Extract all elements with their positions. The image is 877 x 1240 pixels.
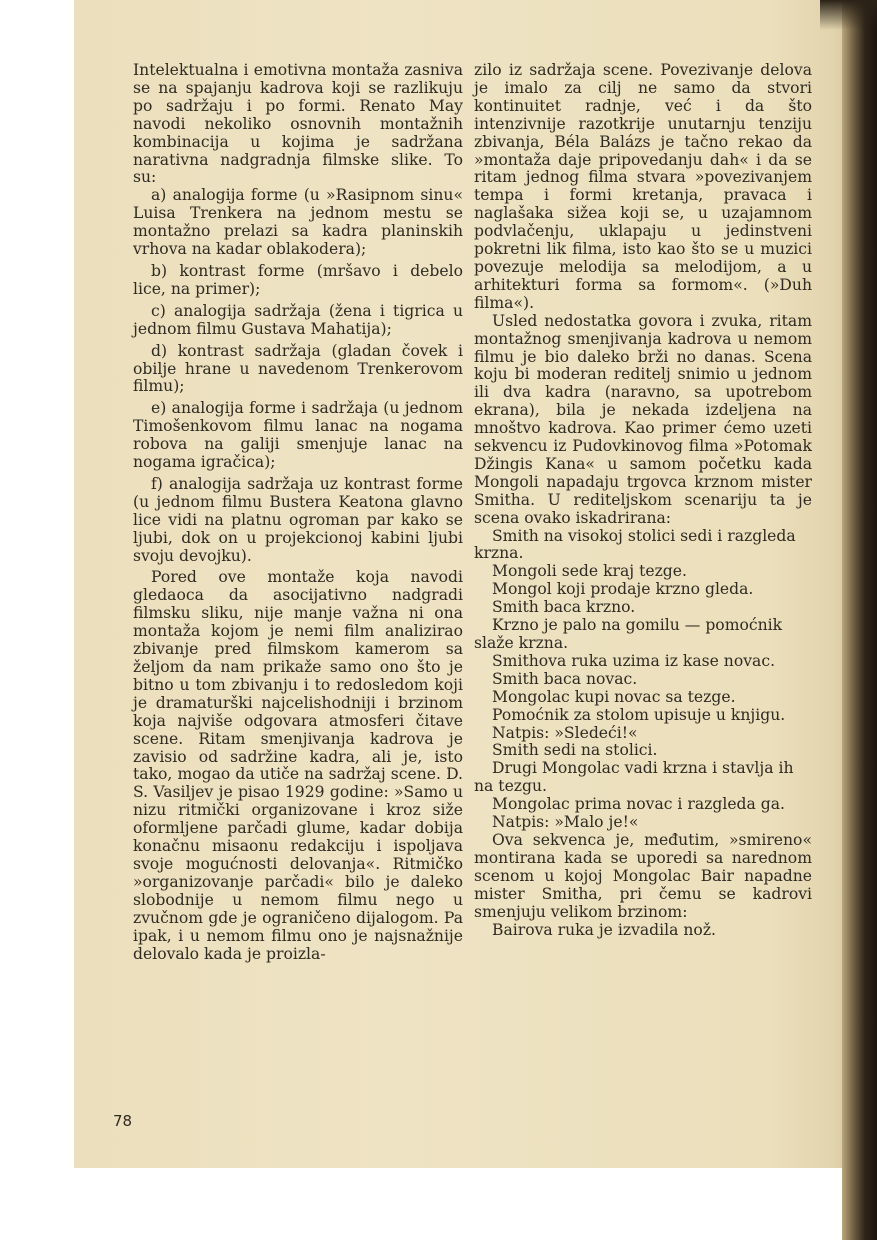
list-item-e: e) analogija forme i sadržaja (u jednom Timošenkovom filmu lanac na nogama robova na galiji smenjuje lanac na nogama igračica);	[133, 399, 463, 472]
script-line: Mongolac prima novac i razgleda ga.	[492, 795, 786, 814]
paragraph-sequence-comparison: Ova sekvenca je, međutim, »smireno« montirana kada se uporedi sa narednom scenom u kojoj Mongolac Bair napadne mister Smitha, pri čemu se kadrovi smenjuju velikom brzinom:	[474, 830, 812, 921]
script-line: Mongolac kupi novac sa tezge.	[492, 687, 736, 706]
list-item-c: c) analogija sadržaja (žena i tigrica u jednom filmu Gustava Mahatija);	[133, 301, 463, 338]
script-line: Smith baca novac.	[492, 669, 638, 688]
script-line: Smith baca krzno.	[492, 598, 636, 617]
right-text-column	[474, 62, 812, 939]
script-line: Bairova ruka je izvadila nož.	[492, 920, 716, 939]
script-line: Pomoćnik za stolom upisuje u knjigu.	[492, 705, 786, 724]
list-item-f: f) analogija sadržaja uz kontrast forme (u jednom filmu Bustera Keatona glavno lice vidi na platnu ogroman par kako se ljubi, dok on u projekcionoj kabini ljubi svoju devojku).	[133, 474, 463, 565]
script-line: Smithova ruka uzima iz kase novac.	[492, 651, 776, 670]
page-number: 78	[113, 1112, 133, 1130]
left-text-column	[133, 62, 463, 963]
list-item-d: d) kontrast sadržaja (gladan čovek i obilje hrane u navedenom Trenkerovom filmu);	[133, 341, 463, 396]
paragraph-continuation: zilo iz sadržaja scene. Povezivanje delova je imalo za cilj ne samo da stvori kontinuitet radnje, već i da što intenzivnije razotkrije unutarnju tenziju zbivanja, Béla Balázs je tačno rekao da »montaža daje pripovedanju dah« i da se ritam jednog filma stvara »povezivanjem tempa i formi kretanja, pravaca i naglašaka sižea koji se, u uzajamnom podvlačenju, uklapaju u jedinstveni pokretni lik filma, isto kao što se u muzici povezuje melodija sa melodijom, a u arhitekturi forma sa formom«. (»Duh filma«).	[474, 61, 812, 312]
paragraph-intro: Intelektualna i emotivna montaža zasniva se na spajanju kadrova koji se razlikuju po sadržaju i po formi. Renato May navodi nekoliko osnovnih montažnih kombinacija u kojima je sadržana narativna nadgradnja filmske slike. To su:	[133, 61, 463, 187]
script-line: Smith na visokoj stolici sedi i razgleda krzna.	[474, 526, 796, 563]
paragraph-montage-rhythm: Pored ove montaže koja navodi gledaoca da asocijativno nadgradi filmsku sliku, nije manje važna ni ona montaža kojom je nemi film analizirao zbivanje pred filmskom kamerom sa željom da nam prikaže samo ono što je bitno u tom zbivanju i to redosledom koji je dramaturški najcelishodniji i brzinom koja najviše odgovara atmosferi čitave scene. Ritam smenjivanja kadrova je zavisio od sadržine kadra, ali je, isto tako, mogao da utiče na sadržaj scene. D. S. Vasiljev je pisao 1929 godine: »Samo u nizu ritmički organizovane i kroz siže oformljene parčadi glume, kadar dobija konačnu misaonu redakciju i ispoljava svoje mogućnosti delovanja«. Ritmičko »organizovanje parčadi« bilo je daleko slobodnije u nemom filmu nego u zvučnom gde je ograničeno dijalogom. Pa ipak, i u nemom filmu ono je najsnažnije delovalo kada je proizla-	[133, 568, 463, 963]
script-line: Mongol koji prodaje krzno gleda.	[492, 580, 754, 599]
paragraph-silent-film: Usled nedostatka govora i zvuka, ritam montažnog smenjivanja kadrova u nemom filmu je bio daleko brži no danas. Scena koju bi moderan reditelj snimio u jednom ili dva kadra (naravno, sa upotrebom ekrana), bila je nekada izdeljena na mnoštvo kadrova. Kao primer ćemo uzeti sekvencu iz Pudovkinovog filma »Potomak Džingis Kana« u samom početku kada Mongoli napadaju trgovca krznom mister Smitha. U rediteljskom scenariju ta je scena ovako iskadrirana:	[474, 311, 812, 527]
script-line: Mongoli sede kraj tezge.	[492, 562, 687, 581]
script-intertitle: Natpis: »Malo je!«	[492, 813, 639, 832]
scan-margin	[0, 0, 74, 1240]
scan-bottom-margin	[74, 1168, 864, 1240]
list-item-b: b) kontrast forme (mršavo i debelo lice, na primer);	[133, 261, 463, 298]
script-intertitle: Natpis: »Sledeći!«	[492, 723, 638, 742]
corner-shadow	[820, 0, 877, 30]
book-spine-shadow	[842, 0, 877, 1240]
list-item-a: a) analogija forme (u »Rasipnom sinu« Luisa Trenkera na jednom mestu se montažno prelazi sa kadra planinskih vrhova na kadar oblakodera);	[133, 186, 463, 259]
script-line: Smith sedi na stolici.	[492, 741, 658, 760]
script-line: Krzno je palo na gomilu — pomoćnik slaže krzna.	[474, 616, 783, 652]
script-line: Drugi Mongolac vadi krzna i stavlja ih na tezgu.	[474, 759, 794, 796]
